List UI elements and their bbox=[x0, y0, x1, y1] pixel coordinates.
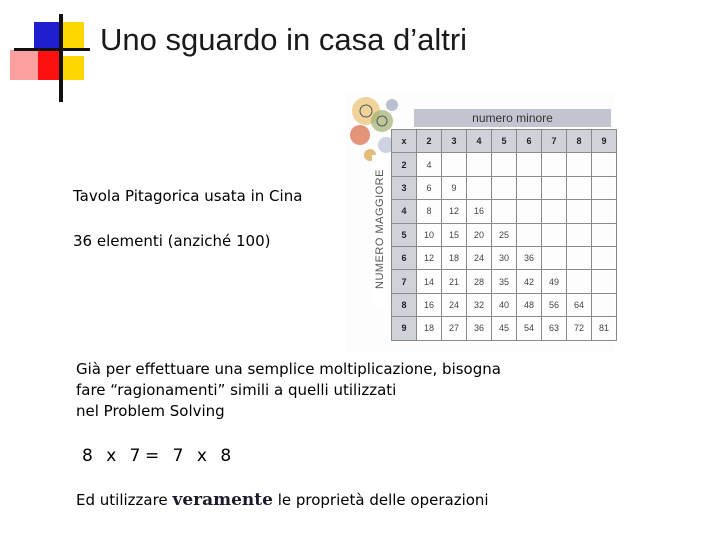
table-cell: 21 bbox=[442, 270, 467, 293]
table-cell bbox=[567, 176, 592, 199]
table-row bbox=[392, 270, 617, 293]
paragraph-line: nel Problem Solving bbox=[76, 402, 225, 420]
table-cell: 81 bbox=[592, 317, 617, 340]
table-cell: 9 bbox=[592, 130, 617, 153]
table-cell bbox=[567, 223, 592, 246]
table-cell bbox=[517, 153, 542, 176]
table-cell bbox=[592, 200, 617, 223]
table-cell bbox=[542, 223, 567, 246]
table-cell: 64 bbox=[567, 293, 592, 316]
table-cell bbox=[542, 246, 567, 269]
bullet-elementi: 36 elementi (anziché 100) bbox=[73, 232, 271, 250]
table-cell bbox=[542, 200, 567, 223]
table-cell: 56 bbox=[542, 293, 567, 316]
table-cell: 28 bbox=[467, 270, 492, 293]
table-cell: 25 bbox=[492, 223, 517, 246]
table-cell bbox=[492, 176, 517, 199]
table-row bbox=[392, 200, 617, 223]
table-cell: 49 bbox=[542, 270, 567, 293]
table-cell bbox=[592, 293, 617, 316]
table-cell: 7 bbox=[392, 270, 417, 293]
table-cell: 7 bbox=[542, 130, 567, 153]
table-cell: 27 bbox=[442, 317, 467, 340]
horizontal-line bbox=[14, 48, 90, 51]
table-cell: 63 bbox=[542, 317, 567, 340]
table-cell: 6 bbox=[392, 246, 417, 269]
table-cell bbox=[567, 246, 592, 269]
table-cell: 8 bbox=[417, 200, 442, 223]
table-cell bbox=[592, 223, 617, 246]
table-cell: 72 bbox=[567, 317, 592, 340]
table-cell: 4 bbox=[392, 200, 417, 223]
table-cell: 2 bbox=[417, 130, 442, 153]
table-cell: 18 bbox=[417, 317, 442, 340]
red-square bbox=[34, 50, 62, 80]
table-row bbox=[392, 293, 617, 316]
table-cell: 24 bbox=[442, 293, 467, 316]
corner-decoration bbox=[0, 0, 95, 105]
table-cell: 48 bbox=[517, 293, 542, 316]
table-cell: 5 bbox=[492, 130, 517, 153]
table-cell: 54 bbox=[517, 317, 542, 340]
table-cell bbox=[442, 153, 467, 176]
table-cell bbox=[592, 270, 617, 293]
table-cell: 35 bbox=[492, 270, 517, 293]
table-header-row bbox=[392, 130, 617, 153]
table-cell: 45 bbox=[492, 317, 517, 340]
table-cell bbox=[567, 153, 592, 176]
table-cell bbox=[592, 246, 617, 269]
table-cell: 14 bbox=[417, 270, 442, 293]
yellow-square-lower bbox=[62, 56, 84, 80]
sentence-end: le proprietà delle operazioni bbox=[272, 491, 489, 509]
table-cell bbox=[492, 200, 517, 223]
table-cell: 15 bbox=[442, 223, 467, 246]
table-side-label: NUMERO MAGGIORE bbox=[374, 169, 386, 289]
table-cell: 8 bbox=[392, 293, 417, 316]
table-cell bbox=[542, 153, 567, 176]
table-cell: 3 bbox=[392, 176, 417, 199]
properties-sentence bbox=[76, 490, 489, 510]
table-cell: 32 bbox=[467, 293, 492, 316]
problem-solving-paragraph bbox=[76, 359, 536, 422]
table-cell: 9 bbox=[442, 176, 467, 199]
blue-square bbox=[34, 22, 62, 50]
table-top-label: numero minore bbox=[414, 109, 611, 127]
table-side-label-box bbox=[372, 155, 388, 307]
table-cell: x bbox=[392, 130, 417, 153]
table-cell bbox=[467, 176, 492, 199]
table-row bbox=[392, 317, 617, 340]
table-cell: 16 bbox=[467, 200, 492, 223]
table-cell bbox=[567, 200, 592, 223]
table-cell: 12 bbox=[442, 200, 467, 223]
table-cell bbox=[517, 176, 542, 199]
table-cell bbox=[567, 270, 592, 293]
table-cell: 4 bbox=[417, 153, 442, 176]
table-cell bbox=[517, 223, 542, 246]
table-cell: 30 bbox=[492, 246, 517, 269]
slide-title: Uno sguardo in casa d’altri bbox=[100, 22, 468, 57]
table-row bbox=[392, 246, 617, 269]
table-cell: 16 bbox=[417, 293, 442, 316]
sentence-start: Ed utilizzare bbox=[76, 491, 173, 509]
table-cell: 12 bbox=[417, 246, 442, 269]
table-cell: 6 bbox=[517, 130, 542, 153]
table-cell bbox=[492, 153, 517, 176]
vertical-line bbox=[59, 14, 63, 102]
table-row bbox=[392, 176, 617, 199]
table-cell bbox=[517, 200, 542, 223]
table-cell: 10 bbox=[417, 223, 442, 246]
paragraph-line: Già per effettuare una semplice moltiplicazione, bisogna bbox=[76, 360, 501, 378]
table-cell: 3 bbox=[442, 130, 467, 153]
multiplication-table bbox=[391, 129, 617, 341]
table-cell: 9 bbox=[392, 317, 417, 340]
table-cell: 5 bbox=[392, 223, 417, 246]
table-cell: 8 bbox=[567, 130, 592, 153]
table-cell bbox=[592, 176, 617, 199]
pink-square bbox=[10, 50, 38, 80]
table-cell: 24 bbox=[467, 246, 492, 269]
paragraph-line: fare “ragionamenti” simili a quelli utilizzati bbox=[76, 381, 397, 399]
table-cell: 36 bbox=[517, 246, 542, 269]
formula-left: 8 x 7 bbox=[82, 446, 145, 466]
table-cell bbox=[592, 153, 617, 176]
table-cell: 40 bbox=[492, 293, 517, 316]
yellow-square bbox=[62, 22, 84, 50]
table-cell: 6 bbox=[417, 176, 442, 199]
formula-right: = 7 x 8 bbox=[145, 446, 236, 466]
table-cell: 2 bbox=[392, 153, 417, 176]
table-cell bbox=[467, 153, 492, 176]
table-cell: 18 bbox=[442, 246, 467, 269]
table-cell: 42 bbox=[517, 270, 542, 293]
emphasis-word: veramente bbox=[172, 490, 273, 510]
table-row bbox=[392, 153, 617, 176]
table-cell: 4 bbox=[467, 130, 492, 153]
table-cell: 20 bbox=[467, 223, 492, 246]
table-cell bbox=[542, 176, 567, 199]
table-row bbox=[392, 223, 617, 246]
bullet-tavola: Tavola Pitagorica usata in Cina bbox=[73, 187, 303, 205]
table-cell: 36 bbox=[467, 317, 492, 340]
